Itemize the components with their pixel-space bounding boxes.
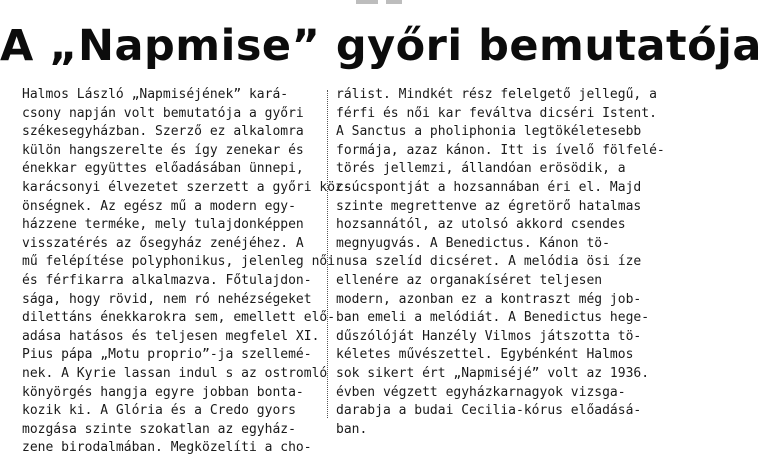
article-line: ellenére az organakíséret teljesen xyxy=(336,272,603,288)
article-line: A Sanctus a pholiphonia legtökéletesebb xyxy=(336,124,642,140)
article-line: sok sikert ért „Napmiséjé” volt az 1936. xyxy=(336,365,650,381)
article-line: dilettáns énekkarokra sem, emellett elő- xyxy=(22,310,336,326)
article-line: zene birodalmában. Megközelíti a cho- xyxy=(22,440,312,456)
article-line: darabja a budai Cecilia-kórus előadásá- xyxy=(336,403,642,419)
article-line: szinte megrettenve az égretörő hatalmas xyxy=(336,198,642,214)
top-rule-remnant xyxy=(0,0,640,5)
article-line: modern, azonban ez a kontraszt még job- xyxy=(336,291,642,307)
article-line: formája, azaz kánon. Itt is ívelő fölfelé- xyxy=(336,142,665,158)
article-line: mű felépítése polyphonikus, jelenleg női xyxy=(22,254,336,270)
article-line: nusa szelíd dicséret. A melódia ösi íze xyxy=(336,254,642,270)
article-line: csony napján volt bemutatója a győri xyxy=(22,105,304,121)
article-line: önségnek. Az egész mű a modern egy- xyxy=(22,198,296,214)
article-line: Halmos László „Napmiséjének” kará- xyxy=(22,87,289,102)
article-line: nek. A Kyrie lassan indul s az ostromló xyxy=(22,365,328,381)
article-line: sága, hogy rövid, nem ró nehézségeket xyxy=(22,291,312,307)
article-headline: A „Napmise” győri bemutatója xyxy=(0,21,762,71)
column-divider xyxy=(327,90,328,418)
article-line: mozgása szinte szokatlan az egyház- xyxy=(22,421,296,437)
article-line: rálist. Mindkét rész felelgető jellegű, a xyxy=(336,87,657,102)
article-column-left xyxy=(22,86,351,458)
article-line: csúcspontját a hozsannában éri el. Majd xyxy=(336,179,642,195)
article-line: kéletes művészettel. Egybénként Halmos xyxy=(336,347,634,363)
article-line: Pius pápa „Motu proprio”-ja szellemé- xyxy=(22,347,312,363)
article-line: és férfikarra alkalmazva. Főtulajdon- xyxy=(22,272,312,288)
article-line: visszatérés az ősegyház zenéjéhez. A xyxy=(22,235,304,251)
article-line: karácsonyi élvezetet szerzett a győri köz- xyxy=(22,179,351,195)
article-line: külön hangszerelte és így zenekar és xyxy=(22,142,304,158)
article-line: könyörgés hangja egyre jobban bonta- xyxy=(22,384,304,400)
article-line: évben végzett egyházkarnagyok vizsga- xyxy=(336,384,626,400)
article-line: férfi és női kar feváltva dicséri Istent. xyxy=(336,105,657,121)
article-line: énekkar együttes előadásában ünnepi, xyxy=(22,161,304,177)
article-line: ban emeli a melódiát. A Benedictus hege- xyxy=(336,310,650,326)
article-line: kozik ki. A Glória és a Credo gyors xyxy=(22,403,296,419)
article-line: megnyugvás. A Benedictus. Kánon tö- xyxy=(336,235,610,251)
article-line: dűszólóját Hanzély Vilmos játszotta tö- xyxy=(336,328,642,344)
article-line: törés jellemzi, állandóan erösödik, a xyxy=(336,161,626,177)
article-line: hozsannától, az utolsó akkord csendes xyxy=(336,217,626,233)
article-line: házzene terméke, mely tulajdonképpen xyxy=(22,217,304,233)
article-line: székesegyházban. Szerző ez alkalomra xyxy=(22,124,304,140)
article-line: adása hatásos és teljesen megfelel XI. xyxy=(22,328,320,344)
article-column-right xyxy=(336,86,665,439)
article-line: ban. xyxy=(336,421,368,437)
